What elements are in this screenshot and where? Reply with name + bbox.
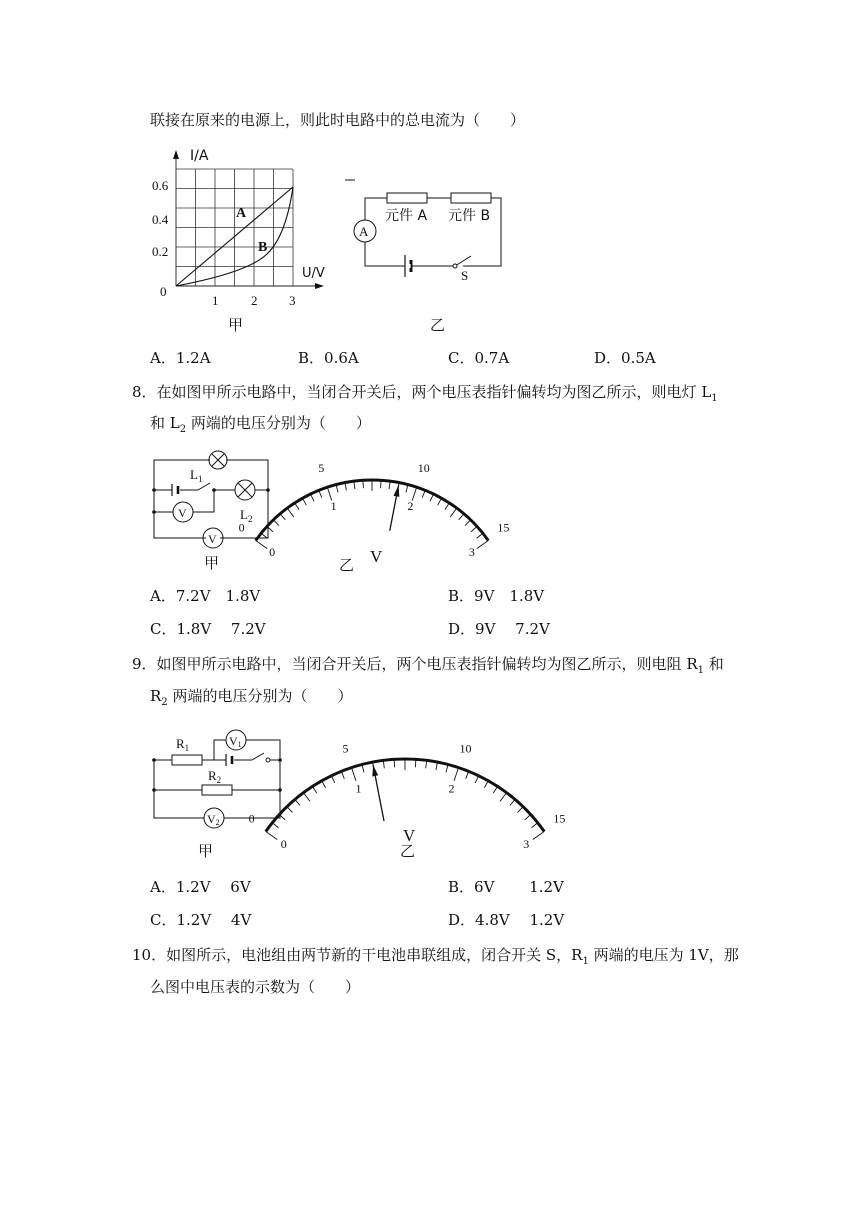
graph-caption: 甲 xyxy=(228,316,244,334)
dial-tick xyxy=(484,781,488,788)
q9-stem-line1: 9．如图甲所示电路中，当闭合开关后，两个电压表指针偏转均为图乙所示，则电阻 $R_1$ 和 xyxy=(132,655,724,676)
q10-stem-line1: 10．如图所示，电池组由两节新的干电池串联组成，闭合开关 S，$R_1$ 两端的电压为 1V，那 xyxy=(132,946,739,967)
dial-inner-label: 1 xyxy=(330,499,337,514)
dial-tick xyxy=(303,793,310,802)
l2-label: $L_2$ xyxy=(240,507,253,524)
dial-tick xyxy=(500,793,507,802)
q8-option-b[interactable]: B．9V 1.8V xyxy=(448,587,545,605)
q7-option-a[interactable]: A．1.2A xyxy=(150,349,211,367)
dial-inner-label: 0 xyxy=(280,837,287,852)
dial-inner-label: 2 xyxy=(448,781,455,796)
dial-tick xyxy=(287,508,294,517)
dial-tick xyxy=(280,514,285,520)
graph-origin: 0 xyxy=(160,284,167,299)
dial-tick xyxy=(475,776,478,783)
dial-inner-label: 2 xyxy=(407,499,414,514)
x-axis-arrow xyxy=(315,283,324,289)
resistor-r2 xyxy=(202,785,232,795)
q7-option-b[interactable]: B．0.6A xyxy=(298,349,359,367)
q8-stem-line2: 和 $L_2$ 两端的电压分别为（ ） xyxy=(150,414,371,435)
dial-outer-label: 0 xyxy=(238,520,245,535)
dial-tick xyxy=(352,768,356,781)
q7-option-c[interactable]: C．0.7A xyxy=(448,349,510,367)
dial-tick xyxy=(465,520,471,526)
dial-needle-head xyxy=(393,486,399,497)
q8-circuit xyxy=(148,450,278,575)
circuit-caption: 甲 xyxy=(204,554,220,572)
dial-outer-label: 5 xyxy=(318,461,325,476)
dial-tick xyxy=(430,494,433,501)
dial-unit: V xyxy=(403,826,416,845)
q10-stem-line2: 么图中电压表的示数为（ ） xyxy=(150,978,361,996)
q7-circuit xyxy=(345,180,515,340)
dial-tick xyxy=(415,759,416,767)
dial-tick xyxy=(493,786,497,793)
dial-outer-label: 15 xyxy=(553,811,566,826)
dial-tick xyxy=(450,508,457,517)
dial-tick xyxy=(312,786,316,793)
dial-tick xyxy=(295,799,300,805)
q8-option-a[interactable]: A．7.2V 1.8V xyxy=(150,587,261,605)
q7-iu-graph xyxy=(140,140,340,335)
dial-outer-label: 10 xyxy=(459,741,472,756)
dial-tick xyxy=(363,480,364,488)
q8-stem-line1: 8．在如图甲所示电路中，当闭合开关后，两个电压表指针偏转均为图乙所示，则电灯 $L_1$ xyxy=(132,383,718,404)
r2-label: $R_2$ xyxy=(208,768,222,785)
dial-tick xyxy=(445,503,449,510)
dial-tick xyxy=(331,776,334,783)
r1-label: $R_1$ xyxy=(176,736,190,753)
q8-option-c[interactable]: C．1.8V 7.2V xyxy=(150,620,266,638)
dial-outer-label: 5 xyxy=(342,741,349,756)
dial-tick xyxy=(295,503,299,510)
curve-a-label: A xyxy=(236,206,247,221)
dial-tick xyxy=(394,759,395,767)
dial-inner-label: 3 xyxy=(523,837,530,852)
q7-option-d[interactable]: D．0.5A xyxy=(594,349,656,367)
graph-xlabel: U/V xyxy=(302,266,325,281)
dial-tick xyxy=(302,498,306,505)
ytick-04: 0.4 xyxy=(152,212,169,227)
dial-outer-label: 15 xyxy=(497,520,510,535)
dial-inner-label: 0 xyxy=(269,545,276,560)
dial-tick xyxy=(319,490,322,497)
switch-label: S xyxy=(461,268,469,283)
resistor-r1 xyxy=(172,755,202,765)
dial-caption: 乙 xyxy=(400,842,416,860)
ammeter-label: A xyxy=(359,224,369,239)
q9-option-b[interactable]: B．6V 1.2V xyxy=(448,878,564,896)
q9-voltmeter-dial xyxy=(248,724,566,864)
v1-label: V xyxy=(178,506,187,520)
dial-tick xyxy=(510,799,515,805)
v1-label: V1 xyxy=(229,734,242,749)
dial-outer-label: 10 xyxy=(417,461,430,476)
v2-label: V xyxy=(208,532,217,546)
curve-b-label: B xyxy=(258,240,268,255)
xtick-1: 1 xyxy=(212,293,219,308)
dial-tick xyxy=(466,771,469,778)
dial-outer-label: 0 xyxy=(248,811,255,826)
dial-tick xyxy=(341,771,344,778)
q7-stem-tail: 联接在原来的电源上，则此时电路中的总电流为（ ） xyxy=(150,111,526,129)
dial-tick xyxy=(477,533,483,538)
dial-tick xyxy=(525,815,531,820)
dial-tick xyxy=(518,807,524,813)
dial-tick xyxy=(381,480,382,488)
dial-tick xyxy=(422,490,425,497)
dial-tick xyxy=(471,526,477,531)
dial-tick xyxy=(459,514,464,520)
dial-tick xyxy=(533,831,544,839)
dial-tick xyxy=(438,498,442,505)
element-b-label: 元件 B xyxy=(448,208,491,224)
ytick-02: 0.2 xyxy=(152,244,169,259)
element-b-resistor xyxy=(451,193,491,203)
graph-ylabel: I/A xyxy=(190,148,209,164)
switch-blade xyxy=(198,483,210,490)
dial-caption: 乙 xyxy=(339,556,355,574)
q8-option-d[interactable]: D．9V 7.2V xyxy=(448,620,550,638)
dial-inner-label: 3 xyxy=(468,545,475,560)
dial-tick xyxy=(477,541,488,549)
dial-tick xyxy=(531,823,537,828)
v2-label: V2 xyxy=(207,812,220,827)
dial-needle-head xyxy=(372,765,378,776)
q9-option-a[interactable]: A．1.2V 6V xyxy=(150,878,251,896)
xtick-3: 3 xyxy=(289,293,296,308)
xtick-2: 2 xyxy=(251,293,258,308)
l1-label: $L_1$ xyxy=(190,467,203,484)
dial-tick xyxy=(310,494,313,501)
dial-unit: V xyxy=(370,547,383,566)
element-a-label: 元件 A xyxy=(385,208,428,224)
q9-option-d[interactable]: D．4.8V 1.2V xyxy=(448,911,565,929)
dial-inner-label: 1 xyxy=(355,781,362,796)
dial-tick xyxy=(322,781,326,788)
element-a-resistor xyxy=(387,193,427,203)
q9-stem-line2: $R_2$ 两端的电压分别为（ ） xyxy=(150,687,353,708)
circuit-caption: 甲 xyxy=(198,842,214,860)
switch-pivot xyxy=(453,264,457,268)
y-axis-arrow xyxy=(173,150,179,159)
q9-circuit xyxy=(148,722,288,862)
switch-blade xyxy=(252,753,264,760)
switch-blade xyxy=(455,256,471,266)
circuit-caption: 乙 xyxy=(430,316,446,334)
q9-option-c[interactable]: C．1.2V 4V xyxy=(150,911,252,929)
ytick-06: 0.6 xyxy=(152,178,169,193)
dial-tick xyxy=(454,768,458,781)
